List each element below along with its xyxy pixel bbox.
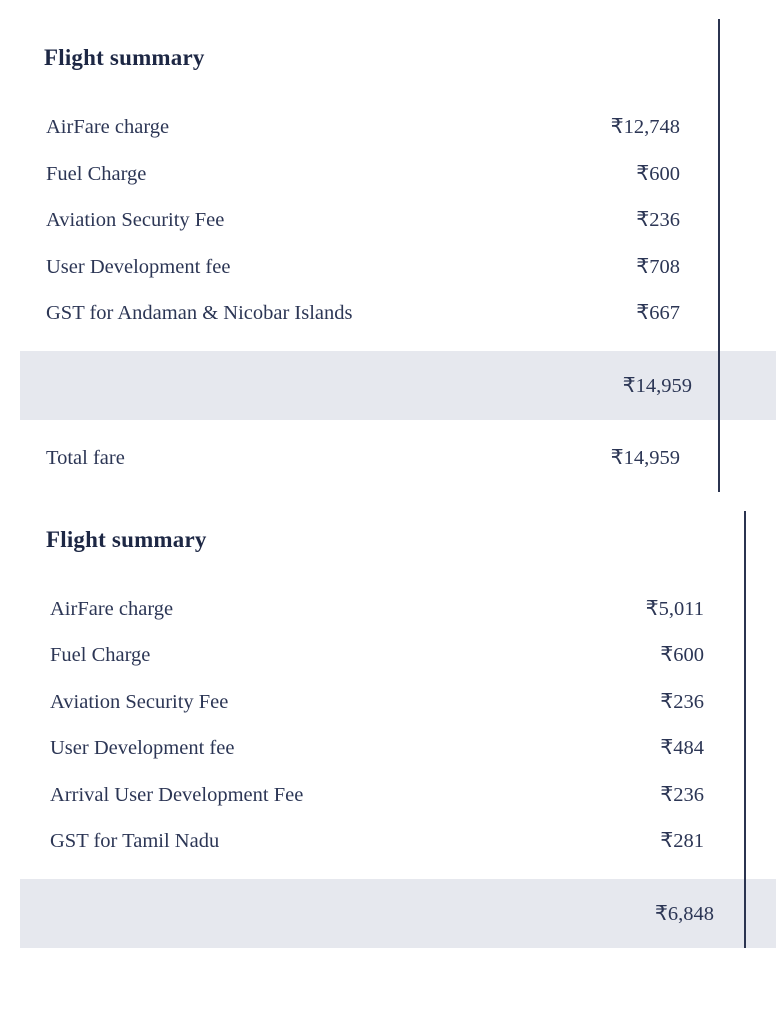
fare-row-amount: ₹12,748 bbox=[610, 116, 680, 139]
subtotal-band bbox=[20, 351, 776, 420]
fare-row-amount: ₹600 bbox=[660, 644, 704, 667]
fare-row-amount: ₹667 bbox=[636, 302, 680, 325]
subtotal-amount: ₹6,848 bbox=[654, 902, 714, 925]
fare-row-label: GST for Tamil Nadu bbox=[50, 830, 220, 853]
fare-row-amount: ₹708 bbox=[636, 255, 680, 278]
fare-row bbox=[0, 290, 776, 337]
fare-row bbox=[0, 104, 776, 151]
flight-summary-title-2: Flight summary bbox=[46, 526, 207, 552]
fare-row-amount: ₹236 bbox=[660, 783, 704, 806]
fare-row-label: Fuel Charge bbox=[46, 162, 147, 185]
fare-row-label: User Development fee bbox=[50, 737, 235, 760]
fare-row-amount: ₹600 bbox=[636, 162, 680, 185]
block-1-vertical-rule bbox=[718, 19, 720, 492]
fare-row bbox=[0, 197, 776, 244]
fare-row bbox=[0, 151, 776, 198]
fare-row-amount: ₹281 bbox=[660, 830, 704, 853]
fare-row-label: GST for Andaman & Nicobar Islands bbox=[46, 302, 353, 325]
fare-row-amount: ₹5,011 bbox=[645, 597, 704, 620]
fare-row bbox=[0, 818, 776, 865]
fare-row-label: Fuel Charge bbox=[50, 644, 151, 667]
fare-row-label: AirFare charge bbox=[50, 597, 174, 620]
total-fare-amount: ₹14,959 bbox=[610, 446, 680, 469]
fare-row-label: AirFare charge bbox=[46, 116, 170, 139]
fare-row-label: Aviation Security Fee bbox=[46, 209, 225, 232]
fare-row-amount: ₹484 bbox=[660, 737, 704, 760]
subtotal-amount: ₹14,959 bbox=[622, 374, 692, 397]
fare-row-label: Arrival User Development Fee bbox=[50, 783, 304, 806]
subtotal-band bbox=[20, 879, 776, 948]
fare-row bbox=[0, 244, 776, 291]
fare-row bbox=[0, 679, 776, 726]
fare-row bbox=[0, 632, 776, 679]
flight-summary-title-1: Flight summary bbox=[44, 45, 205, 71]
fare-row-amount: ₹236 bbox=[636, 209, 680, 232]
block-2-vertical-rule bbox=[744, 511, 746, 948]
fare-row-amount: ₹236 bbox=[660, 690, 704, 713]
fare-row bbox=[0, 586, 776, 633]
fare-row-label: User Development fee bbox=[46, 255, 231, 278]
fare-row bbox=[0, 772, 776, 819]
total-fare-label: Total fare bbox=[46, 446, 125, 469]
total-fare-row bbox=[0, 420, 776, 492]
fare-row bbox=[0, 725, 776, 772]
flight-summary-block-2 bbox=[0, 511, 776, 948]
fare-row-label: Aviation Security Fee bbox=[50, 690, 229, 713]
flight-summary-block-1 bbox=[0, 19, 776, 492]
